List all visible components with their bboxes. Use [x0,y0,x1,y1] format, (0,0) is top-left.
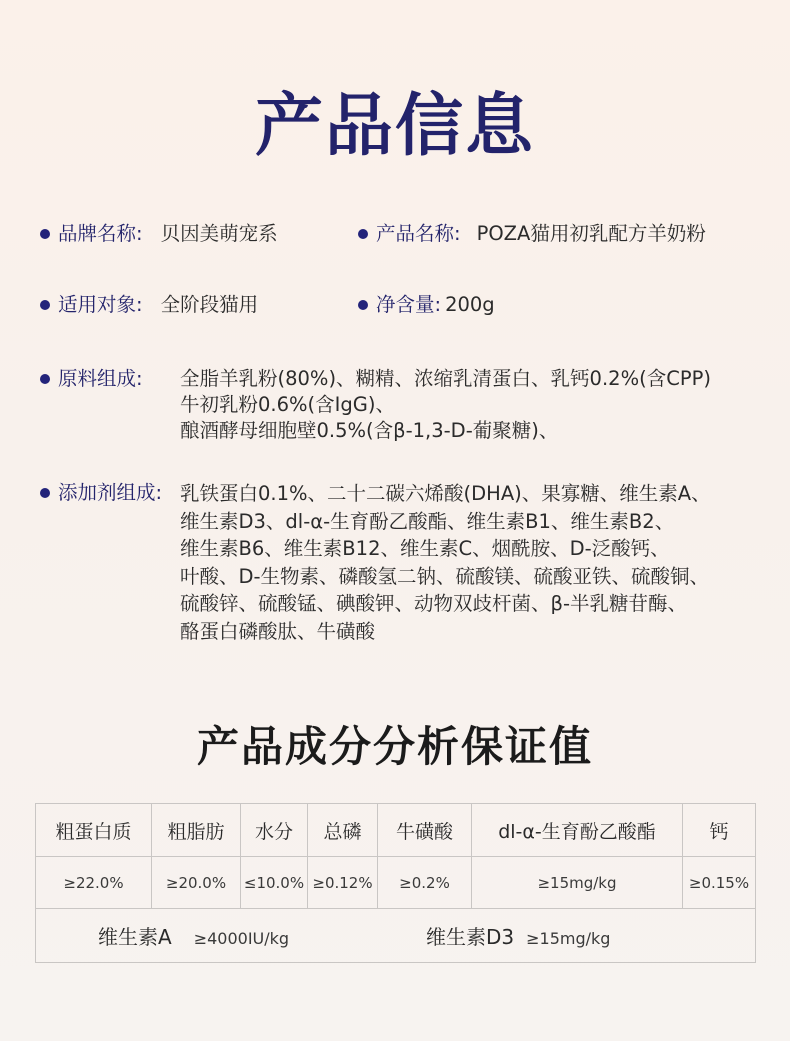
value-cell: ≥15mg/kg [472,857,683,909]
nutrition-table [35,803,756,963]
raw-line: 酿酒酵母细胞壁0.5%(含β-1,3-D-葡聚糖)、 [180,419,559,442]
raw-line: 牛初乳粉0.6%(含IgG)、 [180,393,395,416]
vitamin-d-value: ≥15mg/kg [526,929,611,948]
bullet-dot [358,300,368,310]
target-label: 适用对象: [58,293,143,316]
bullet-dot [40,229,50,239]
header-cell: 总磷 [308,804,378,857]
net-value: 200g [445,293,495,316]
info-row-product [358,221,706,247]
value-cell: ≥20.0% [152,857,241,909]
additive-line: 维生素D3、dl-α-生育酚乙酸酯、维生素B1、维生素B2、 [180,509,675,533]
value-cell: ≥0.15% [683,857,756,909]
net-label: 净含量: [376,293,442,316]
vitamin-a-name: 维生素A [98,925,172,949]
vitamin-a-value: ≥4000IU/kg [193,929,290,948]
value-cell: ≥0.2% [378,857,472,909]
additive-line: 维生素B6、维生素B12、维生素C、烟酰胺、D-泛酸钙、 [180,537,670,560]
value-cell: ≥0.12% [308,857,378,909]
additive-list [180,480,711,645]
additive-line: 乳铁蛋白0.1%、二十二碳六烯酸(DHA)、果寡糖、维生素A、 [180,482,711,505]
raw-line: 全脂羊乳粉(80%)、糊精、浓缩乳清蛋白、乳钙0.2%(含CPP) [180,367,711,390]
bullet-dot [358,229,368,239]
raw-label: 原料组成: [58,367,143,390]
info-row-net [358,292,495,318]
info-row-raw [40,366,711,444]
header-cell: dl-α-生育酚乙酸酯 [472,804,683,857]
value-cell: ≥22.0% [36,857,152,909]
brand-label: 品牌名称: [58,222,143,245]
info-row-target [40,292,258,318]
table-row [36,857,756,909]
vitamin-a [36,921,426,950]
info-row-additives [40,480,711,645]
product-value: POZA猫用初乳配方羊奶粉 [476,222,706,245]
analysis-title: 产品成分分析保证值 [196,722,593,771]
vitamin-cell [36,909,756,963]
raw-materials [180,366,711,444]
brand-value: 贝因美萌宠系 [160,222,278,245]
header-cell: 粗脂肪 [152,804,241,857]
target-value: 全阶段猫用 [160,293,259,316]
table-row-vitamins [36,909,756,963]
page-title: 产品信息 [254,87,535,166]
vitamin-d [426,921,610,950]
header-cell: 粗蛋白质 [36,804,152,857]
header-cell: 钙 [683,804,756,857]
product-label: 产品名称: [376,222,461,245]
bullet-dot [40,374,50,384]
header-cell: 牛磺酸 [378,804,472,857]
vitamin-d-name: 维生素D3 [426,925,515,949]
additive-line: 叶酸、D-生物素、磷酸氢二钠、硫酸镁、硫酸亚铁、硫酸铜、 [180,564,710,588]
additive-line: 酪蛋白磷酸肽、牛磺酸 [180,619,376,643]
bullet-dot [40,488,50,498]
info-row-brand [40,221,278,247]
table-header-row [36,804,756,857]
additive-line: 硫酸锌、硫酸锰、碘酸钾、动物双歧杆菌、β-半乳糖苷酶、 [180,592,687,615]
additive-label: 添加剂组成: [58,481,163,504]
bullet-dot [40,300,50,310]
header-cell: 水分 [241,804,308,857]
value-cell: ≤10.0% [241,857,308,909]
